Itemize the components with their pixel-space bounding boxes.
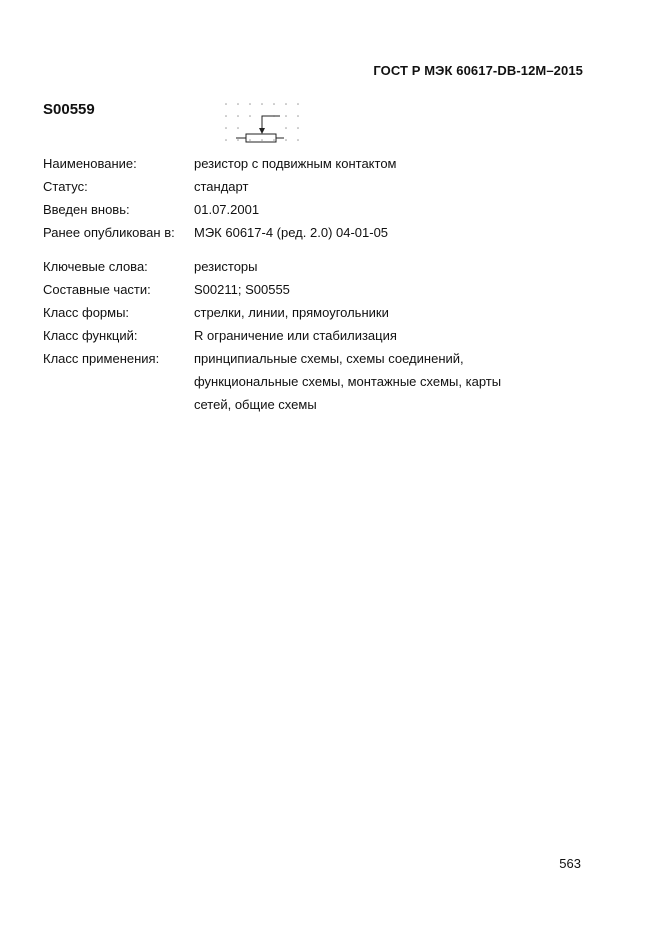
classification-row-components [43,278,290,301]
application-class-continuation: функциональные схемы, монтажные схемы, карты [194,374,502,389]
attribute-value: 01.07.2001 [194,202,260,217]
attribute-label: Введен вновь: [43,202,130,217]
symbol-code: S00559 [43,101,95,118]
classification-value: R ограничение или стабилизация [194,328,397,343]
classification-label: Класс формы: [43,305,130,320]
classification-row-function-class [43,324,397,347]
classification-value: принципиальные схемы, схемы соединений, [194,351,464,366]
attribute-row-name [43,152,397,175]
application-class-continuation: сетей, общие схемы [194,397,317,412]
resistor-with-sliding-contact-icon [222,100,302,150]
classification-row-shape-class [43,301,389,324]
classification-label: Класс функций: [43,328,138,343]
page-number: 563 [559,856,581,871]
classification-value: стрелки, линии, прямоугольники [194,305,389,320]
classification-row-application-class [43,347,464,370]
attribute-row-introduced [43,198,260,221]
attribute-row-published [43,221,389,244]
attribute-value: МЭК 60617-4 (ред. 2.0) 04-01-05 [194,225,389,240]
attribute-value: резистор с подвижным контактом [194,156,397,171]
attribute-row-status [43,175,249,198]
classification-label: Составные части: [43,282,151,297]
classification-label: Класс применения: [43,351,160,366]
classification-row-keywords [43,255,258,278]
classification-label: Ключевые слова: [43,259,148,274]
classification-value: S00211; S00555 [194,282,290,297]
standard-title: ГОСТ Р МЭК 60617-DB-12M–2015 [373,63,583,78]
classification-value: резисторы [194,259,258,274]
attribute-label: Ранее опубликован в: [43,225,175,240]
attribute-label: Наименование: [43,156,137,171]
attribute-value: стандарт [194,179,249,194]
attribute-label: Статус: [43,179,88,194]
